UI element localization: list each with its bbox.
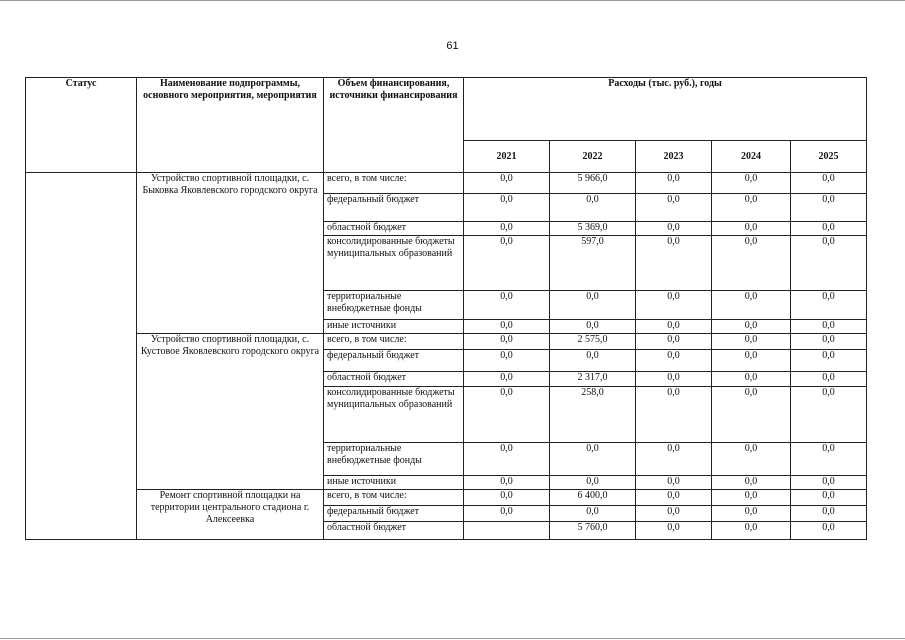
amount-cell: 0,0 <box>464 476 550 490</box>
header-name: Наименование подпрограммы, основного мероприятия, мероприятия <box>137 78 324 173</box>
funding-source: всего, в том числе: <box>324 173 464 194</box>
amount-cell: 0,0 <box>464 236 550 291</box>
amount-cell: 0,0 <box>791 350 867 372</box>
amount-cell: 0,0 <box>636 506 712 522</box>
amount-cell: 0,0 <box>712 350 791 372</box>
funding-source: консолидированные бюджеты муниципальных образований <box>324 387 464 443</box>
amount-cell: 0,0 <box>712 522 791 540</box>
amount-cell: 0,0 <box>636 222 712 236</box>
table-body <box>26 173 867 540</box>
table-row <box>26 173 867 194</box>
amount-cell: 0,0 <box>550 320 636 334</box>
status-cell <box>26 173 137 540</box>
funding-source: областной бюджет <box>324 372 464 387</box>
amount-cell: 0,0 <box>464 490 550 506</box>
amount-cell: 0,0 <box>636 291 712 320</box>
amount-cell: 0,0 <box>712 490 791 506</box>
header-year: 2022 <box>550 141 636 173</box>
amount-cell: 0,0 <box>636 173 712 194</box>
amount-cell: 0,0 <box>636 350 712 372</box>
amount-cell: 0,0 <box>636 387 712 443</box>
amount-cell: 0,0 <box>636 443 712 476</box>
amount-cell: 0,0 <box>712 334 791 350</box>
amount-cell: 0,0 <box>791 222 867 236</box>
amount-cell: 0,0 <box>464 194 550 222</box>
amount-cell: 0,0 <box>636 236 712 291</box>
amount-cell: 0,0 <box>464 443 550 476</box>
funding-source: иные источники <box>324 476 464 490</box>
funding-source: областной бюджет <box>324 222 464 236</box>
amount-cell: 0,0 <box>712 194 791 222</box>
amount-cell: 258,0 <box>550 387 636 443</box>
amount-cell: 0,0 <box>636 334 712 350</box>
amount-cell: 0,0 <box>791 291 867 320</box>
funding-source: территориальные внебюджетные фонды <box>324 443 464 476</box>
amount-cell: 0,0 <box>712 506 791 522</box>
amount-cell: 0,0 <box>636 490 712 506</box>
amount-cell: 0,0 <box>464 506 550 522</box>
amount-cell: 597,0 <box>550 236 636 291</box>
funding-source: областной бюджет <box>324 522 464 540</box>
amount-cell: 0,0 <box>464 334 550 350</box>
funding-source: федеральный бюджет <box>324 506 464 522</box>
amount-cell: 0,0 <box>712 476 791 490</box>
amount-cell: 0,0 <box>550 194 636 222</box>
amount-cell: 0,0 <box>550 476 636 490</box>
amount-cell: 5 760,0 <box>550 522 636 540</box>
funding-source: территориальные внебюджетные фонды <box>324 291 464 320</box>
header-year: 2025 <box>791 141 867 173</box>
amount-cell: 0,0 <box>464 173 550 194</box>
table-row <box>26 334 867 350</box>
amount-cell: 0,0 <box>791 194 867 222</box>
amount-cell: 0,0 <box>712 320 791 334</box>
amount-cell: 0,0 <box>712 291 791 320</box>
amount-cell: 0,0 <box>791 476 867 490</box>
table-row <box>26 490 867 506</box>
amount-cell: 0,0 <box>636 320 712 334</box>
amount-cell: 0,0 <box>791 443 867 476</box>
event-name: Устройство спортивной площадки, с. Кустовое Яковлевского городского округа <box>137 334 324 490</box>
amount-cell: 0,0 <box>791 334 867 350</box>
page-number: 61 <box>446 40 459 52</box>
funding-source: консолидированные бюджеты муниципальных образований <box>324 236 464 291</box>
amount-cell <box>464 522 550 540</box>
amount-cell: 0,0 <box>791 506 867 522</box>
amount-cell: 0,0 <box>464 387 550 443</box>
amount-cell: 0,0 <box>636 194 712 222</box>
amount-cell: 5 369,0 <box>550 222 636 236</box>
amount-cell: 6 400,0 <box>550 490 636 506</box>
amount-cell: 5 966,0 <box>550 173 636 194</box>
amount-cell: 0,0 <box>791 522 867 540</box>
header-volume: Объем финансирования, источники финансирования <box>324 78 464 173</box>
amount-cell: 0,0 <box>464 350 550 372</box>
header-status: Статус <box>26 78 137 173</box>
amount-cell: 0,0 <box>712 443 791 476</box>
amount-cell: 0,0 <box>464 222 550 236</box>
amount-cell: 0,0 <box>712 173 791 194</box>
header-expenses: Расходы (тыс. руб.), годы <box>464 78 867 141</box>
amount-cell: 0,0 <box>712 236 791 291</box>
amount-cell: 0,0 <box>636 522 712 540</box>
budget-table <box>25 77 867 540</box>
amount-cell: 2 575,0 <box>550 334 636 350</box>
amount-cell: 0,0 <box>791 173 867 194</box>
amount-cell: 0,0 <box>791 490 867 506</box>
amount-cell: 0,0 <box>550 506 636 522</box>
event-name: Устройство спортивной площадки, с. Быковка Яковлевского городского округа <box>137 173 324 334</box>
amount-cell: 0,0 <box>791 372 867 387</box>
funding-source: всего, в том числе: <box>324 490 464 506</box>
amount-cell: 0,0 <box>550 443 636 476</box>
amount-cell: 0,0 <box>550 350 636 372</box>
amount-cell: 0,0 <box>636 372 712 387</box>
header-year: 2021 <box>464 141 550 173</box>
amount-cell: 2 317,0 <box>550 372 636 387</box>
funding-source: федеральный бюджет <box>324 350 464 372</box>
amount-cell: 0,0 <box>791 236 867 291</box>
amount-cell: 0,0 <box>636 476 712 490</box>
event-name: Ремонт спортивной площадки на территории центрального стадиона г. Алексеевка <box>137 490 324 540</box>
amount-cell: 0,0 <box>712 222 791 236</box>
amount-cell: 0,0 <box>464 291 550 320</box>
amount-cell: 0,0 <box>550 291 636 320</box>
amount-cell: 0,0 <box>464 320 550 334</box>
funding-source: всего, в том числе: <box>324 334 464 350</box>
amount-cell: 0,0 <box>712 387 791 443</box>
amount-cell: 0,0 <box>464 372 550 387</box>
header-year: 2023 <box>636 141 712 173</box>
funding-source: федеральный бюджет <box>324 194 464 222</box>
header-year: 2024 <box>712 141 791 173</box>
amount-cell: 0,0 <box>791 387 867 443</box>
amount-cell: 0,0 <box>791 320 867 334</box>
funding-source: иные источники <box>324 320 464 334</box>
amount-cell: 0,0 <box>712 372 791 387</box>
